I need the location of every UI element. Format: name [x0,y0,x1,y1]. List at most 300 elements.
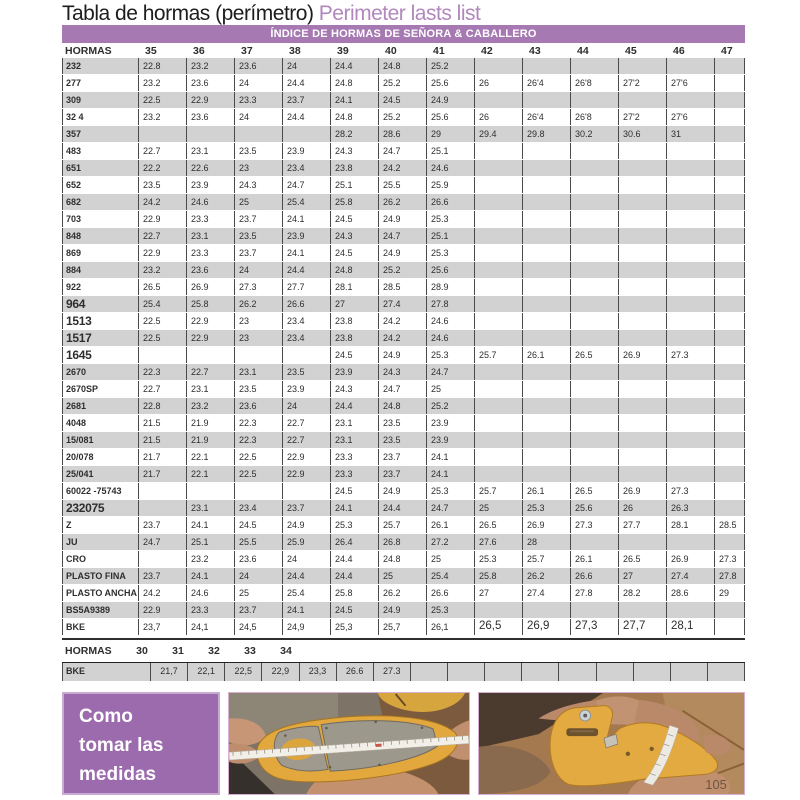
table-cell: 23.4 [282,313,330,329]
row-label: 884 [62,262,138,278]
table-cell [570,245,618,261]
table-cell [474,602,522,618]
table-cell: 24.6 [186,585,234,601]
table-cell: 25.3 [474,551,522,567]
table-cell [570,432,618,448]
table-cell: 27.3 [373,663,410,681]
table-cell [714,109,745,125]
table-cell: 25.7 [474,347,522,363]
table-cell: 23.3 [234,92,282,108]
table-cell: 23.7 [282,92,330,108]
table-cell: 23.1 [234,364,282,380]
table-cell: 26.9 [618,483,666,499]
table-cell [474,296,522,312]
table-cell: 25.3 [522,500,570,516]
table-cell: 24.2 [378,160,426,176]
table-row [62,75,745,91]
table-row [62,296,745,312]
table-cell: 24.5 [330,483,378,499]
info-line-3: medidas [79,764,157,785]
table-cell: 26.5 [570,483,618,499]
table-cell [618,466,666,482]
table-cell: 23.2 [186,58,234,74]
row-label: 1517 [62,330,138,346]
table-cell [522,602,570,618]
table-cell: 28,1 [666,619,714,635]
table-cell: 25.5 [378,177,426,193]
table-cell: 24.5 [330,602,378,618]
size-header: 36 [186,45,234,58]
table-cell: 24.4 [330,568,378,584]
table-cell [666,279,714,295]
table-cell: 24.4 [330,398,378,414]
table-cell [666,160,714,176]
table-cell: 21.5 [138,432,186,448]
table-cell: 26.1 [570,551,618,567]
table-cell: 24.5 [330,347,378,363]
table-cell: 26.1 [522,347,570,363]
table-cell [714,92,745,108]
table-cell: 23.3 [186,211,234,227]
table-cell: 22.9 [186,92,234,108]
table-cell [714,432,745,448]
table-cell: 23.9 [282,381,330,397]
table-cell: 22.7 [282,432,330,448]
table-cell: 26,9 [522,619,570,635]
table-cell: 24 [234,109,282,125]
table-cell: 23.7 [378,466,426,482]
side-photo-illustration [479,693,744,794]
table-cell [714,296,745,312]
table-cell: 24,9 [282,619,330,635]
table-cell [618,415,666,431]
table-cell: 23.9 [426,432,474,448]
table-row [62,92,745,108]
table-cell [666,143,714,159]
table-cell [522,177,570,193]
table-cell: 23.2 [186,551,234,567]
table-cell: 25.6 [426,75,474,91]
table-cell: 25.4 [426,568,474,584]
table-cell [570,534,618,550]
table-cell: 24.7 [426,500,474,516]
table-cell: 23.9 [282,143,330,159]
table-cell: 27.3 [666,347,714,363]
table-cell: 22.9 [186,330,234,346]
table-cell: 24.8 [378,58,426,74]
table-cell [138,347,186,363]
table-cell: 24.7 [426,364,474,380]
table-cell: 24.5 [234,517,282,533]
table-cell: 27 [618,568,666,584]
table-cell [618,313,666,329]
table-cell: 27.4 [666,568,714,584]
row-label: 2670 [62,364,138,380]
table-cell: 26.9 [522,517,570,533]
table-cell [714,364,745,380]
table-cell: 25 [474,500,522,516]
table-cell [234,483,282,499]
table-cell: 28.5 [714,517,745,533]
table-cell: 23.3 [330,449,378,465]
table-cell: 23 [234,330,282,346]
table-row [62,177,745,193]
table-cell [570,228,618,244]
table-cell: 25.4 [282,585,330,601]
row-label: BS5A9389 [62,602,138,618]
table-cell: 26.4 [330,534,378,550]
table-cell: 23.6 [186,75,234,91]
table-cell: 28.2 [330,126,378,142]
table-cell: 24.7 [138,534,186,550]
table-cell: 24.1 [186,517,234,533]
table-cell: 23.1 [186,381,234,397]
table-cell [714,347,745,363]
table-cell: 25,3 [330,619,378,635]
table-cell [521,663,558,681]
table-cell [522,381,570,397]
table-cell: 22.7 [138,228,186,244]
table-cell [714,602,745,618]
table-cell: 27'2 [618,75,666,91]
table-cell: 22.3 [234,415,282,431]
table-cell [570,279,618,295]
table-cell: 29.4 [474,126,522,142]
table-cell: 22.9 [282,449,330,465]
table-cell: 24.2 [378,330,426,346]
table-cell [474,262,522,278]
table-cell: 25.3 [330,517,378,533]
table-cell: 24.1 [282,602,330,618]
table-cell [666,313,714,329]
table-cell [714,415,745,431]
table-cell: 23.1 [186,500,234,516]
table-cell: 24.6 [186,194,234,210]
table-row [62,585,745,601]
table-cell: 27.7 [282,279,330,295]
table-cell: 24.7 [378,143,426,159]
table-cell [474,228,522,244]
main-table-header [62,45,745,58]
table-cell: 26.5 [138,279,186,295]
table-cell: 26'8 [570,109,618,125]
table-row [62,602,745,618]
table-cell: 27 [330,296,378,312]
row-label: 232 [62,58,138,74]
how-to-measure-box [62,692,220,795]
table-cell: 24.9 [378,602,426,618]
table-cell [410,663,447,681]
table-cell: 25 [426,381,474,397]
table-cell: 24.9 [378,347,426,363]
table-cell [522,279,570,295]
index-banner: ÍNDICE DE HORMAS DE SEÑORA & CABALLERO [62,25,745,43]
table-cell: 25.6 [426,109,474,125]
bottom-section [62,692,745,795]
table-cell [522,398,570,414]
table-cell: 23.8 [330,313,378,329]
table-cell: 24 [234,75,282,91]
table-cell: 24.3 [330,228,378,244]
table-cell [186,126,234,142]
table-cell: 26.9 [618,347,666,363]
table-row [62,313,745,329]
table-cell: 24.2 [378,313,426,329]
table-cell: 22,5 [224,663,261,681]
table-row [62,568,745,584]
table-cell: 26.6 [570,568,618,584]
table-cell: 28 [522,534,570,550]
table-cell [714,58,745,74]
table-cell [618,330,666,346]
row-label: 309 [62,92,138,108]
table-cell: 24.5 [330,211,378,227]
table-cell: 25.2 [426,398,474,414]
table-cell: 24.9 [282,517,330,533]
table-cell: 24 [234,262,282,278]
table-cell: 24 [282,398,330,414]
table-cell: 26 [474,75,522,91]
table-cell [138,500,186,516]
size-header: 44 [570,45,618,58]
table-cell: 23.8 [330,160,378,176]
table-cell: 25 [426,551,474,567]
size-header: 40 [378,45,426,58]
table-cell: 23.1 [330,415,378,431]
table-cell [618,296,666,312]
photo-watermark: 105 [705,777,727,793]
table-cell: 25.3 [426,347,474,363]
table-cell [570,602,618,618]
table-cell: 24.8 [330,109,378,125]
table-cell: 26.2 [378,585,426,601]
table-cell: 22.9 [186,313,234,329]
table-cell [474,415,522,431]
table-cell [474,381,522,397]
table-cell [666,381,714,397]
table-row [62,449,745,465]
table-cell: 29 [426,126,474,142]
table-cell: 26.6 [426,194,474,210]
table-cell: 25.2 [378,75,426,91]
table-cell [570,211,618,227]
table-row [62,109,745,125]
table-row [62,160,745,176]
table-cell: 26.6 [426,585,474,601]
table-cell: 26,1 [426,619,474,635]
table-cell: 25.8 [186,296,234,312]
table-cell: 25.1 [426,143,474,159]
row-label: BKE [62,663,150,681]
table-cell: 27.3 [714,551,745,567]
table-row [62,551,745,567]
table-cell: 27'6 [666,109,714,125]
table-cell [714,534,745,550]
table-cell [522,415,570,431]
size-header: 38 [282,45,330,58]
table-cell: 22,1 [187,663,224,681]
size-header: 45 [618,45,666,58]
table-cell [618,381,666,397]
table-cell: 24.6 [426,160,474,176]
table-cell [714,211,745,227]
table-cell: 23.7 [138,517,186,533]
table-cell: 23.6 [234,551,282,567]
row-label: CRO [62,551,138,567]
table-cell: 24.2 [138,194,186,210]
table-cell: 26.1 [522,483,570,499]
table-cell [474,177,522,193]
table-cell: 24.5 [378,92,426,108]
table-cell: 25 [234,585,282,601]
table-cell: 26.2 [234,296,282,312]
table-cell: 25.3 [426,245,474,261]
table-cell [618,160,666,176]
row-label: 1645 [62,347,138,363]
table-row [62,143,745,159]
row-label: 357 [62,126,138,142]
table-cell: 24.3 [330,381,378,397]
small-table-row [62,662,745,681]
row-label: 652 [62,177,138,193]
table-cell: 21,7 [150,663,187,681]
table-cell [522,296,570,312]
table-cell [234,347,282,363]
table-cell: 23.2 [138,109,186,125]
main-table [62,58,745,636]
table-cell: 24.3 [234,177,282,193]
size-header: 37 [234,45,282,58]
size-header: 33 [244,645,256,657]
row-label: JU [62,534,138,550]
table-cell: 25.2 [378,109,426,125]
table-cell: 22.7 [138,381,186,397]
table-cell: 22.9 [138,602,186,618]
row-label: 232075 [62,500,138,516]
table-cell [666,415,714,431]
row-label: 4048 [62,415,138,431]
table-cell [282,483,330,499]
table-cell: 23.6 [234,58,282,74]
table-cell: 22.7 [186,364,234,380]
table-cell: 25 [234,194,282,210]
size-header: 47 [714,45,745,58]
row-label: 32 4 [62,109,138,125]
small-table-label-header: HORMAS [65,645,112,657]
table-cell: 27.3 [234,279,282,295]
table-cell: 24.4 [330,58,378,74]
table-cell: 24.9 [378,245,426,261]
table-cell: 25.7 [378,517,426,533]
table-cell: 24.9 [378,483,426,499]
table-cell [558,663,595,681]
table-cell [714,262,745,278]
info-line-1: Como [79,706,133,727]
table-cell: 23.9 [330,364,378,380]
table-cell: 27'6 [666,75,714,91]
table-cell [570,364,618,380]
table-row [62,619,745,635]
table-cell: 22.6 [186,160,234,176]
table-cell [707,663,745,681]
table-cell [618,58,666,74]
table-cell [474,143,522,159]
table-cell [714,313,745,329]
table-cell [570,92,618,108]
table-cell: 23,3 [299,663,336,681]
table-cell [522,211,570,227]
table-cell [618,177,666,193]
table-cell: 26.2 [378,194,426,210]
size-header: 43 [522,45,570,58]
table-cell: 24.3 [330,143,378,159]
table-cell [666,58,714,74]
row-label: PLASTO FINA [62,568,138,584]
table-cell: 24.4 [282,109,330,125]
table-cell: 23 [234,160,282,176]
table-cell [666,432,714,448]
table-cell [570,466,618,482]
table-cell [570,449,618,465]
table-cell [666,602,714,618]
row-label: 25/041 [62,466,138,482]
table-cell: 24.9 [426,92,474,108]
table-cell: 24.7 [282,177,330,193]
table-cell: 27.3 [666,483,714,499]
table-cell [570,330,618,346]
table-cell: 24.9 [378,211,426,227]
table-cell [522,58,570,74]
table-row [62,228,745,244]
table-cell: 25.7 [522,551,570,567]
table-cell: 22.7 [138,143,186,159]
table-cell [522,364,570,380]
table-cell: 31 [666,126,714,142]
table-cell: 24.3 [378,364,426,380]
table-cell: 29.8 [522,126,570,142]
sheet [62,0,745,800]
table-cell: 24.4 [282,568,330,584]
table-cell [596,663,633,681]
table-cell: 25.4 [138,296,186,312]
table-cell [138,126,186,142]
table-cell: 23.5 [234,228,282,244]
table-cell [666,466,714,482]
table-cell: 22.8 [138,398,186,414]
table-cell: 23.6 [186,109,234,125]
table-cell [522,466,570,482]
table-cell: 24.8 [378,551,426,567]
table-cell [522,262,570,278]
table-cell: 25 [378,568,426,584]
table-cell: 26.5 [570,347,618,363]
table-cell [138,551,186,567]
table-cell: 24.1 [282,211,330,227]
table-cell [714,381,745,397]
table-cell: 23.7 [378,449,426,465]
table-row [62,262,745,278]
table-cell [714,398,745,414]
table-cell [714,160,745,176]
size-header: 32 [208,645,220,657]
table-cell [714,75,745,91]
table-cell: 29 [714,585,745,601]
table-cell [714,279,745,295]
table-cell [484,663,521,681]
row-label: 15/081 [62,432,138,448]
table-cell: 22.9 [138,245,186,261]
table-cell: 23.9 [186,177,234,193]
